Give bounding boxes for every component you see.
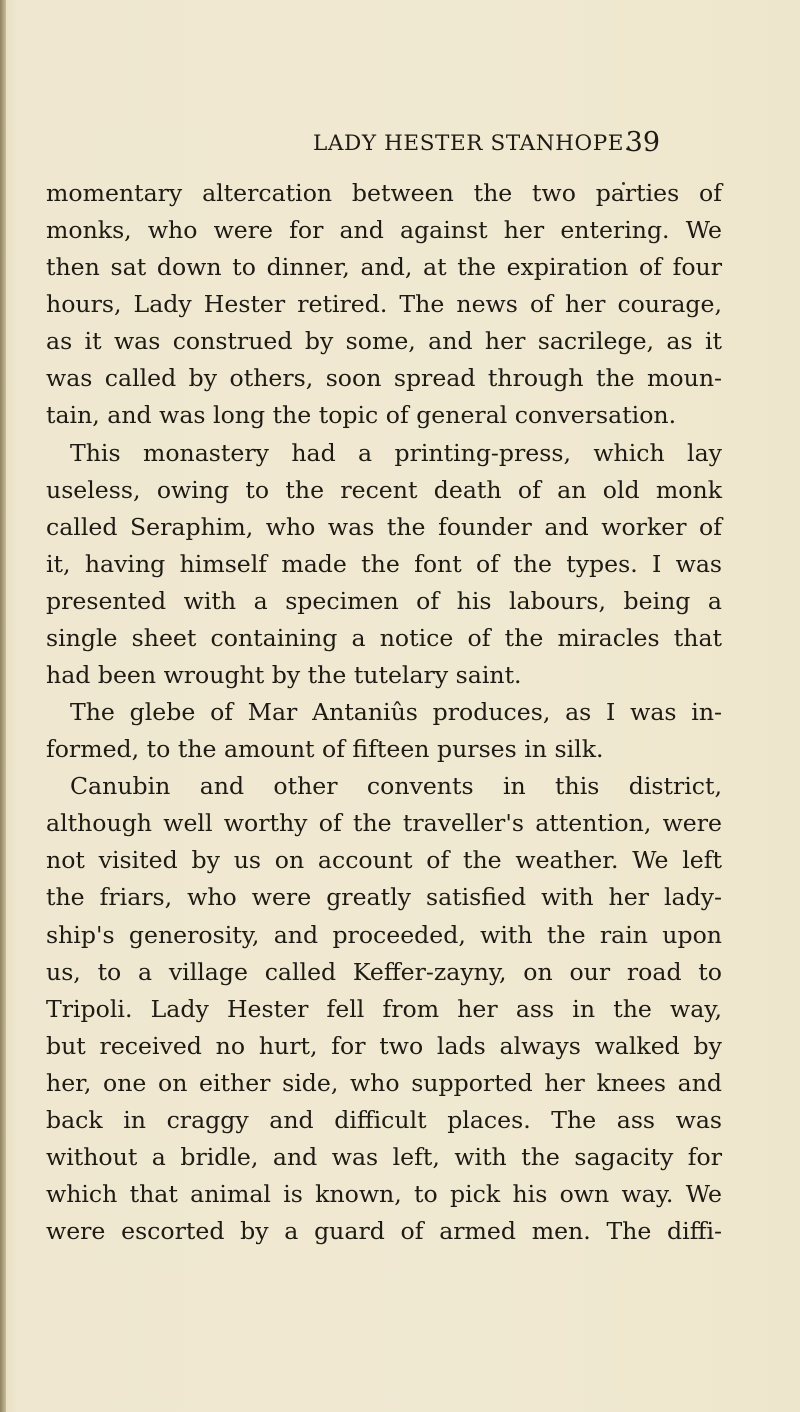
text-line: Tripoli. Lady Hester fell from her ass in the way, bbox=[46, 994, 722, 1023]
text-line: formed, to the amount of fifteen purses in silk. bbox=[46, 735, 604, 764]
text-line: then sat down to dinner, and, at the expiration of four bbox=[46, 253, 722, 282]
text-line: single sheet containing a notice of the miracles that bbox=[46, 623, 722, 652]
text-line: her, one on either side, who supported her knees and bbox=[46, 1068, 722, 1097]
text-line: although well worthy of the traveller's attention, were bbox=[46, 809, 722, 838]
page-number: 39 bbox=[625, 127, 660, 158]
text-line: as it was construed by some, and her sacrilege, as it bbox=[46, 327, 722, 356]
text-line: monks, who were for and against her entering. We bbox=[46, 216, 722, 245]
text-line: called Seraphim, who was the founder and worker of bbox=[46, 512, 722, 541]
body-text bbox=[46, 175, 722, 1250]
text-line: but received no hurt, for two lads always walked by bbox=[46, 1031, 722, 1060]
text-line: hours, Lady Hester retired. The news of her courage, bbox=[46, 290, 722, 319]
text-line: us, to a village called Keffer-zayny, on our road to bbox=[46, 957, 722, 986]
text-line: Canubin and other convents in this district, bbox=[70, 772, 722, 801]
text-line: the friars, who were greatly satisfied with her lady- bbox=[46, 883, 722, 912]
text-line: which that animal is known, to pick his own way. We bbox=[46, 1180, 722, 1209]
text-line: ship's generosity, and proceeded, with the rain upon bbox=[46, 920, 722, 949]
text-line: The glebe of Mar Antaniûs produces, as I was in- bbox=[70, 698, 722, 727]
text-line: tain, and was long the topic of general conversation. bbox=[46, 401, 677, 430]
text-line: it, having himself made the font of the types. I was bbox=[46, 549, 722, 578]
text-line: back in craggy and difficult places. The ass was bbox=[46, 1105, 722, 1134]
text-line: was called by others, soon spread through the moun- bbox=[46, 364, 722, 393]
page-header bbox=[0, 129, 800, 169]
text-line: This monastery had a printing-press, which lay bbox=[70, 438, 722, 467]
text-line: not visited by us on account of the weather. We left bbox=[46, 846, 722, 875]
running-title: LADY HESTER STANHOPE. bbox=[313, 131, 632, 156]
text-line: were escorted by a guard of armed men. The diffi- bbox=[46, 1217, 722, 1246]
page-spine-edge bbox=[0, 0, 6, 1412]
text-line: without a bridle, and was left, with the sagacity for bbox=[46, 1143, 722, 1172]
text-line: presented with a specimen of his labours, being a bbox=[46, 586, 722, 615]
text-line: useless, owing to the recent death of an old monk bbox=[46, 475, 722, 504]
text-line: had been wrought by the tutelary saint. bbox=[46, 661, 522, 690]
text-line: momentary altercation between the two parties of bbox=[46, 179, 722, 207]
